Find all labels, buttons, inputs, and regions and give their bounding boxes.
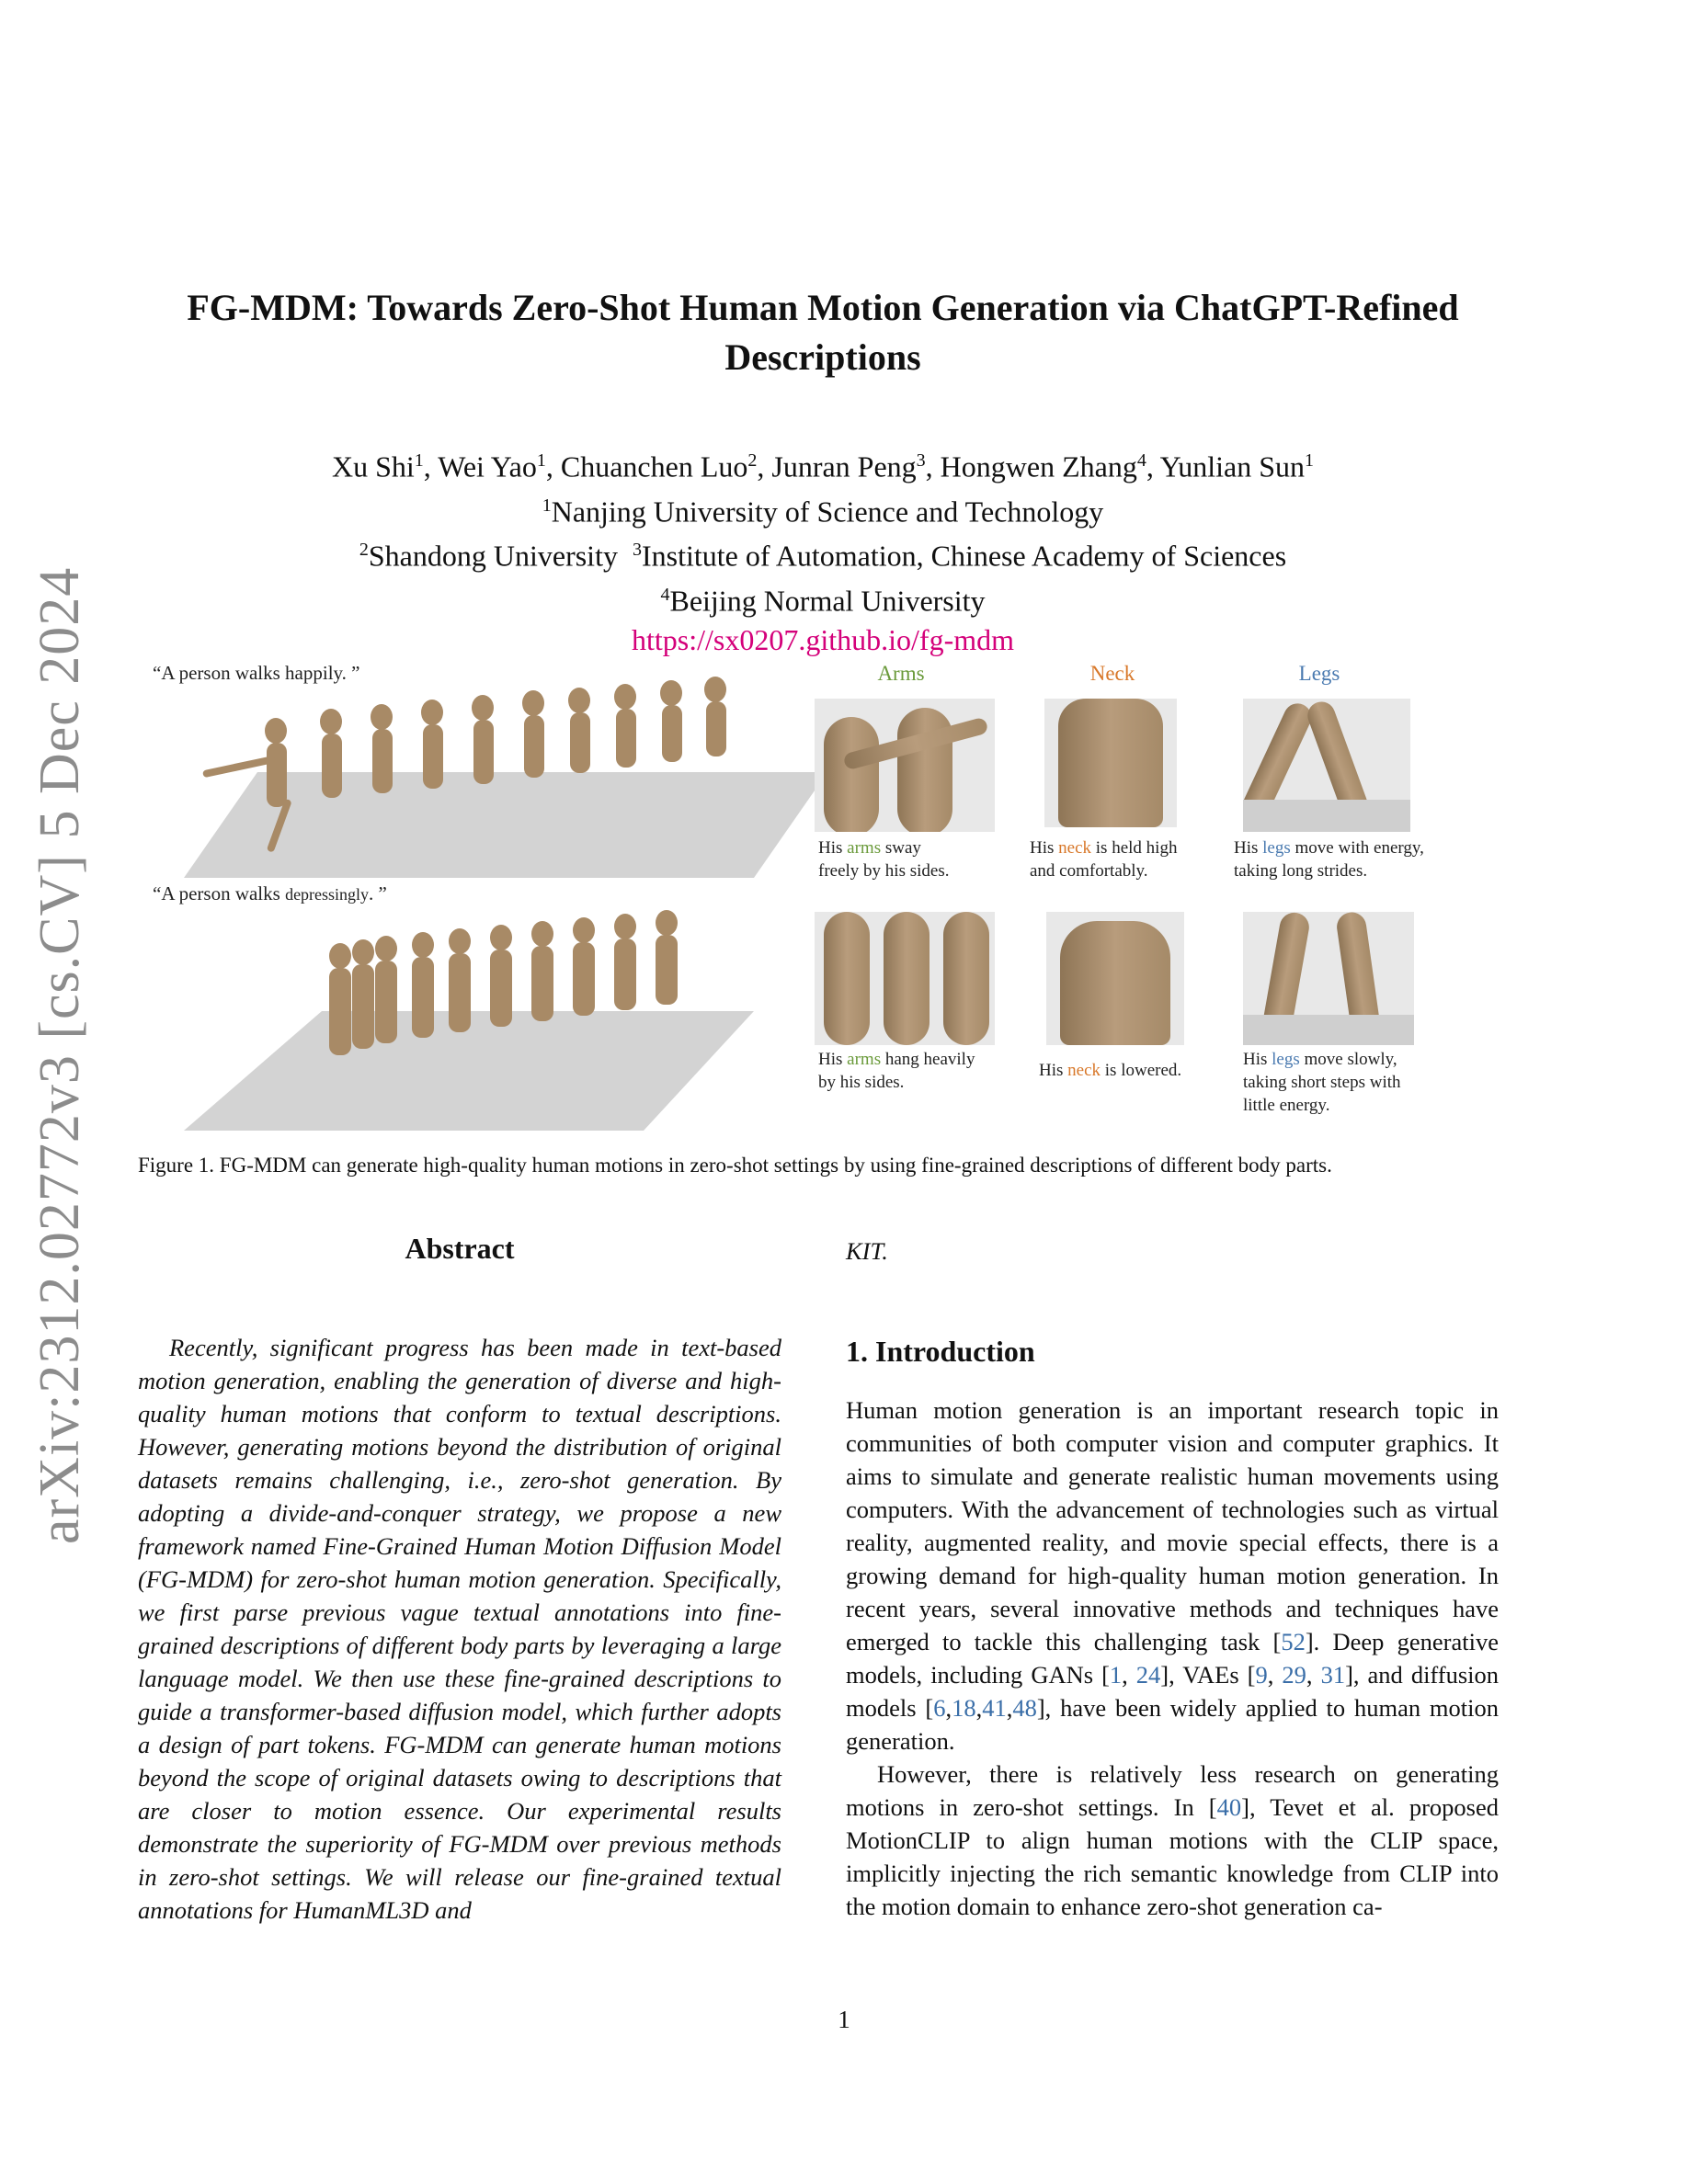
caption-text: taking short steps with — [1243, 1073, 1401, 1092]
caption-text: His — [1030, 838, 1059, 858]
intro-paragraph-1: Human motion generation is an important research topic in communities of both computer vision and computer graphics. It aims to simulate and generate realistic human movements using computers. With the advancement of technologies such as virtual reality, augmented reality, and movie special effects, there is a growing demand for high-quality human motion generation. In recent years, several innovative methods and techniques have emerged to tackle this challenging task [52]. Deep generative models, including GANs [1, 24], VAEs [9, 29, 31], and diffusion models [6,18,41,48], have been widely applied to human motion generation. — [846, 1396, 1500, 1755]
caption-text: taking long strides. — [1234, 861, 1368, 881]
affiliation-text: Beijing Normal University — [669, 584, 986, 618]
citation-link[interactable]: 9 — [1255, 1661, 1268, 1689]
caption-text: is held high — [1091, 838, 1178, 858]
paper-title — [138, 283, 1508, 382]
quote-text: “A person walks — [153, 882, 286, 904]
citation-link[interactable]: 18 — [952, 1694, 976, 1722]
introduction-body — [846, 1393, 1499, 1923]
citation-link[interactable]: 40 — [1216, 1793, 1242, 1821]
author-affiliation-mark: 1 — [1305, 450, 1314, 471]
caption-text: move with energy, — [1290, 838, 1424, 858]
affiliation-text: Institute of Automation, Chinese Academy of Sciences — [641, 539, 1287, 573]
header-arms: Arms — [877, 662, 925, 685]
caption-text: is lowered. — [1101, 1061, 1182, 1080]
citation-link[interactable]: 24 — [1135, 1661, 1161, 1689]
author-name: Hongwen Zhang — [940, 449, 1137, 483]
caption-legs-energy — [1234, 836, 1473, 882]
author-name: Yunlian Sun — [1159, 449, 1305, 483]
author-list: Xu Shi$^1$, Wei Yao$^1$, Chuanchen Luo$^2$, Junran Peng$^3$, Hongwen Zhang$^4$, Yunlian Sun$^1$ — [331, 449, 1314, 483]
caption-text: and comfortably. — [1030, 861, 1148, 881]
caption-text: by his sides. — [818, 1073, 905, 1092]
author-affiliation-mark: 4 — [1136, 450, 1146, 471]
author-block — [138, 441, 1508, 659]
caption-text: freely by his sides. — [818, 861, 950, 881]
caption-keyword: neck — [1067, 1061, 1101, 1080]
intro-paragraph-2 — [846, 1757, 1499, 1923]
caption-neck-lowered — [1039, 1059, 1223, 1082]
neck-lowered-image — [1046, 912, 1184, 1045]
citation-link[interactable]: 41 — [982, 1694, 1007, 1722]
abstract-continuation: KIT. — [846, 1237, 888, 1265]
citation-link[interactable]: 31 — [1320, 1661, 1346, 1689]
caption-legs-slow — [1243, 1048, 1445, 1117]
caption-text: little energy. — [1243, 1096, 1330, 1115]
author-affiliation-mark: 1 — [536, 450, 546, 471]
floor-plane — [184, 1011, 754, 1131]
legs-slow-image — [1243, 912, 1414, 1045]
author-affiliation-mark: 3 — [916, 450, 926, 471]
header-legs: Legs — [1298, 662, 1340, 685]
citation-link[interactable]: 6 — [933, 1694, 946, 1722]
caption-keyword: neck — [1058, 838, 1092, 858]
author-name: Chuanchen Luo — [560, 449, 748, 483]
header-neck: Neck — [1089, 662, 1135, 685]
caption-text: His — [818, 838, 848, 858]
body-text: ]. Deep generative models, including GANs [ — [846, 1628, 1499, 1689]
quote-happy: “A person walks happily. ” — [153, 662, 360, 684]
caption-keyword: legs — [1262, 838, 1291, 858]
section-heading-introduction: 1. Introduction — [846, 1335, 1035, 1368]
quote-emphasis: depressingly — [285, 885, 370, 904]
title-line-1: FG-MDM: Towards Zero-Shot Human Motion Generation via ChatGPT-Refined — [187, 287, 1459, 328]
caption-arms-hang — [818, 1048, 1011, 1094]
caption-text: His — [1234, 838, 1263, 858]
arxiv-watermark: arXiv:2312.02772v3 [cs.CV] 5 Dec 2024 — [29, 566, 91, 1544]
citation-link[interactable]: 29 — [1282, 1661, 1306, 1689]
affiliation-1: $^1$Nanjing University of Science and Technology — [542, 495, 1104, 529]
caption-text: sway — [881, 838, 921, 858]
neck-high-image — [1044, 699, 1177, 827]
body-text: Human motion generation is an important research topic in communities of both computer vision and computer graphics. It aims to simulate and generate realistic human movements using computers. With the advancement of technologies such as virtual reality, augmented reality, and movie special effects, there is a growing demand for high-quality human motion generation. In recent years, several innovative methods and techniques have emerged to tackle this challenging task [ — [846, 1396, 1499, 1655]
figure-1 — [138, 662, 1508, 1140]
body-text: However, there is relatively less research on generating motions in zero-shot settings. In [ — [846, 1760, 1499, 1821]
affiliation-text: Nanjing University of Science and Technology — [551, 495, 1104, 529]
quote-text: . ” — [369, 882, 387, 904]
arms-hang-image — [815, 912, 995, 1045]
author-name: Wei Yao — [438, 449, 537, 483]
caption-neck-high — [1030, 836, 1214, 882]
caption-keyword: legs — [1272, 1050, 1300, 1069]
citation-link[interactable]: 52 — [1281, 1628, 1306, 1655]
affiliation-text: Shandong University — [368, 539, 618, 573]
caption-text: move slowly, — [1299, 1050, 1397, 1069]
caption-keyword: arms — [847, 1050, 882, 1069]
citation-link[interactable]: 48 — [1012, 1694, 1037, 1722]
caption-arms-sway — [818, 836, 1002, 882]
figure-caption: Figure 1. FG-MDM can generate high-quality human motions in zero-shot settings by using fine-grained descriptions of different body parts. — [138, 1154, 1332, 1177]
page-number: 1 — [838, 2006, 850, 2033]
project-link[interactable]: https://sx0207.github.io/fg-mdm — [631, 622, 1014, 656]
caption-text: His — [818, 1050, 848, 1069]
author-name: Xu Shi — [331, 449, 415, 483]
caption-keyword: arms — [847, 838, 882, 858]
affiliation-2-3: $^2$Shandong University $^3$Institute of Automation, Chinese Academy of Sciences — [359, 539, 1287, 573]
citation-link[interactable]: 1 — [1109, 1661, 1123, 1689]
abstract-text: Recently, significant progress has been made in text-based motion generation, enabling the generation of diverse and high-quality human motions that conform to textual descriptions. However, generating motions beyond the distribution of original datasets remains challenging, i.e., zero-shot generation. By adopting a divide-and-conquer strategy, we propose a new framework named Fine-Grained Human Motion Diffusion Model (FG-MDM) for zero-shot human motion generation. Specifically, we first parse previous vague textual annotations into fine-grained descriptions of different body parts by leveraging a large language model. We then use these fine-grained descriptions to guide a transformer-based diffusion model, which further adopts a design of part tokens. FG-MDM can generate human motions beyond the scope of original datasets owing to descriptions that are closer to motion essence. Our experimental results demonstrate the superiority of FG-MDM over previous methods in zero-shot settings. We will release our fine-grained textual annotations for HumanML3D and — [138, 1334, 781, 1924]
caption-text: His — [1243, 1050, 1272, 1069]
title-line-2: Descriptions — [724, 336, 921, 378]
author-affiliation-mark: 2 — [747, 450, 758, 471]
caption-text: His — [1039, 1061, 1068, 1080]
body-text: ], have been widely applied to human motion generation. — [846, 1694, 1500, 1755]
body-text: ], Tevet et al. proposed MotionCLIP to align human motions with the CLIP space, implicitly injecting the rich semantic knowledge from CLIP into the motion domain to enhance zero-shot generation ca- — [846, 1793, 1499, 1920]
arms-sway-image — [815, 699, 995, 832]
caption-text: hang heavily — [881, 1050, 975, 1069]
depressed-walk-render — [184, 892, 754, 1140]
affiliation-4: $^4$Beijing Normal University — [660, 584, 986, 618]
legs-energy-image — [1243, 699, 1410, 832]
happy-walk-render — [184, 662, 827, 882]
body-text: ], VAEs [ — [1160, 1661, 1256, 1689]
author-affiliation-mark: 1 — [414, 450, 424, 471]
author-name: Junran Peng — [771, 449, 917, 483]
abstract-heading: Abstract — [405, 1232, 515, 1265]
abstract-body — [138, 1331, 781, 1927]
body-text: ], and diffusion models [ — [846, 1661, 1500, 1722]
